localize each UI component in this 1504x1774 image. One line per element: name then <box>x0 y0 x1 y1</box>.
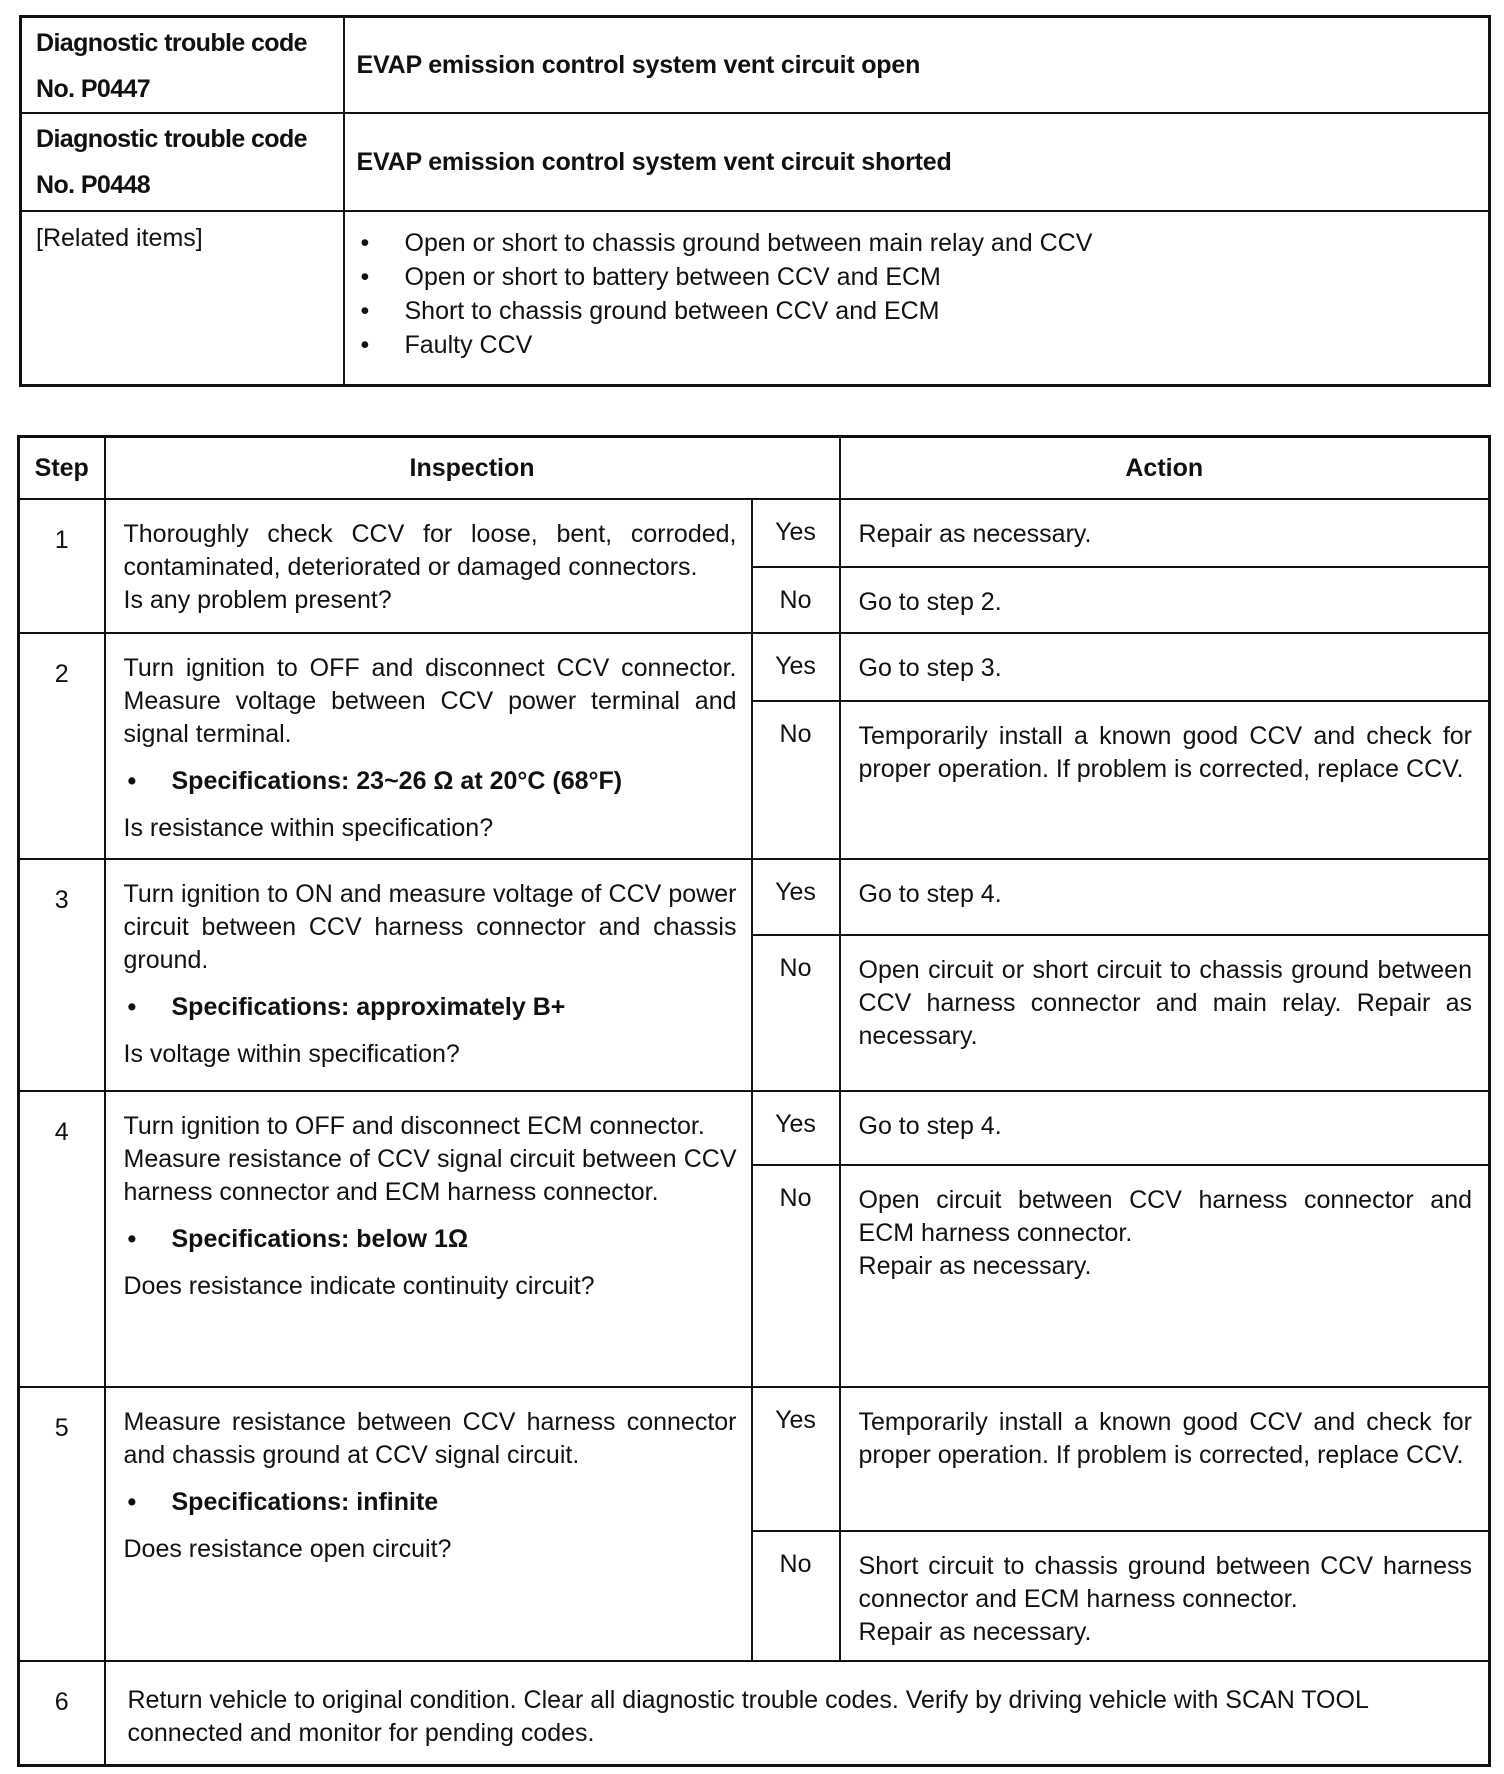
inspection-cell <box>105 859 752 1091</box>
dtc-table <box>19 15 1491 387</box>
no-action: Open circuit or short circuit to chassis ground between CCV harness connector and main relay. Repair as necessary. <box>840 935 1490 1091</box>
related-items-row <box>21 211 1490 385</box>
inspection-question: Is voltage within specification? <box>123 1040 460 1068</box>
dtc-title: EVAP emission control system vent circuit open <box>344 17 1490 114</box>
step-header: Step <box>19 437 105 500</box>
step-number: 2 <box>19 633 105 859</box>
dtc-label <box>21 113 344 211</box>
yes-action: Go to step 3. <box>840 633 1490 701</box>
yes-label: Yes <box>752 499 840 567</box>
inspection-text: Turn ignition to OFF and disconnect ECM connector. <box>123 1112 705 1140</box>
no-action-text: Repair as necessary. <box>858 1252 1092 1280</box>
related-items-list <box>355 226 1479 362</box>
step-number: 5 <box>19 1387 105 1661</box>
no-label: No <box>752 567 840 633</box>
no-action-text: Repair as necessary. <box>858 1618 1092 1646</box>
inspection-cell <box>105 1387 752 1661</box>
specification: • Specifications: 23~26 Ω at 20°C (68°F) <box>124 765 737 798</box>
step-number: 1 <box>19 499 105 633</box>
step-number: 3 <box>19 859 105 1091</box>
yes-action: Go to step 4. <box>840 859 1490 935</box>
dtc-label-line1: Diagnostic trouble code <box>36 29 307 57</box>
no-label: No <box>752 1531 840 1661</box>
no-label: No <box>752 701 840 859</box>
inspection-question: Does resistance indicate continuity circuit? <box>123 1272 595 1300</box>
yes-label: Yes <box>752 859 840 935</box>
specification: • Specifications: infinite <box>124 1486 737 1519</box>
table-row <box>19 633 1490 701</box>
yes-label: Yes <box>752 1091 840 1165</box>
table-row <box>19 1387 1490 1531</box>
table-header-row <box>19 437 1490 500</box>
action-header: Action <box>840 437 1490 500</box>
no-label: No <box>752 1165 840 1387</box>
related-item: • Short to chassis ground between CCV and ECM <box>355 294 1479 328</box>
related-items-cell <box>344 211 1490 385</box>
table-row <box>19 859 1490 935</box>
yes-action: Go to step 4. <box>840 1091 1490 1165</box>
inspection-question: Is any problem present? <box>123 586 392 614</box>
no-action <box>840 1165 1490 1387</box>
specification: • Specifications: approximately B+ <box>124 991 737 1024</box>
yes-action: Temporarily install a known good CCV and check for proper operation. If problem is corrected, replace CCV. <box>840 1387 1490 1531</box>
related-item: • Faulty CCV <box>355 328 1479 362</box>
inspection-text: Measure resistance between CCV harness connector and chassis ground at CCV signal circuit. <box>123 1408 737 1469</box>
dtc-row <box>21 113 1490 211</box>
table-row <box>19 1661 1490 1766</box>
yes-label: Yes <box>752 633 840 701</box>
no-action-text: Open circuit between CCV harness connector and ECM harness connector. <box>858 1186 1472 1247</box>
inspection-cell <box>105 633 752 859</box>
related-item: • Open or short to battery between CCV and ECM <box>355 260 1479 294</box>
step-number: 6 <box>19 1661 105 1766</box>
no-action-text: Short circuit to chassis ground between CCV harness connector and ECM harness connector. <box>858 1552 1472 1613</box>
inspection-cell <box>105 1091 752 1387</box>
no-action <box>840 1531 1490 1661</box>
related-items-label: [Related items] <box>21 211 344 385</box>
dtc-label <box>21 17 344 114</box>
table-row <box>19 499 1490 567</box>
yes-action: Repair as necessary. <box>840 499 1490 567</box>
dtc-code: No. P0448 <box>36 171 151 199</box>
no-action: Temporarily install a known good CCV and check for proper operation. If problem is corrected, replace CCV. <box>840 701 1490 859</box>
related-item: • Open or short to chassis ground between main relay and CCV <box>355 226 1479 260</box>
dtc-label-line1: Diagnostic trouble code <box>36 125 307 153</box>
inspection-question: Is resistance within specification? <box>123 814 494 842</box>
no-label: No <box>752 935 840 1091</box>
inspection-text: Turn ignition to OFF and disconnect CCV connector. Measure voltage between CCV power terminal and signal terminal. <box>123 654 737 748</box>
no-action: Go to step 2. <box>840 567 1490 633</box>
dtc-title: EVAP emission control system vent circuit shorted <box>344 113 1490 211</box>
specification: • Specifications: below 1Ω <box>124 1223 737 1256</box>
dtc-row <box>21 17 1490 114</box>
dtc-code: No. P0447 <box>36 75 151 103</box>
inspection-text: Turn ignition to ON and measure voltage of CCV power circuit between CCV harness connector and chassis ground. <box>123 880 737 974</box>
step-table <box>17 435 1491 1767</box>
inspection-cell <box>105 499 752 633</box>
table-row <box>19 1091 1490 1165</box>
inspection-text: Measure resistance of CCV signal circuit between CCV harness connector and ECM harness connector. <box>123 1145 737 1206</box>
inspection-question: Does resistance open circuit? <box>123 1535 452 1563</box>
inspection-header: Inspection <box>105 437 840 500</box>
inspection-text: Thoroughly check CCV for loose, bent, corroded, contaminated, deteriorated or damaged connectors. <box>123 520 737 581</box>
step-number: 4 <box>19 1091 105 1387</box>
final-step-text: Return vehicle to original condition. Clear all diagnostic trouble codes. Verify by driving vehicle with SCAN TOOL connected and monitor for pending codes. <box>105 1661 1490 1766</box>
yes-label: Yes <box>752 1387 840 1531</box>
